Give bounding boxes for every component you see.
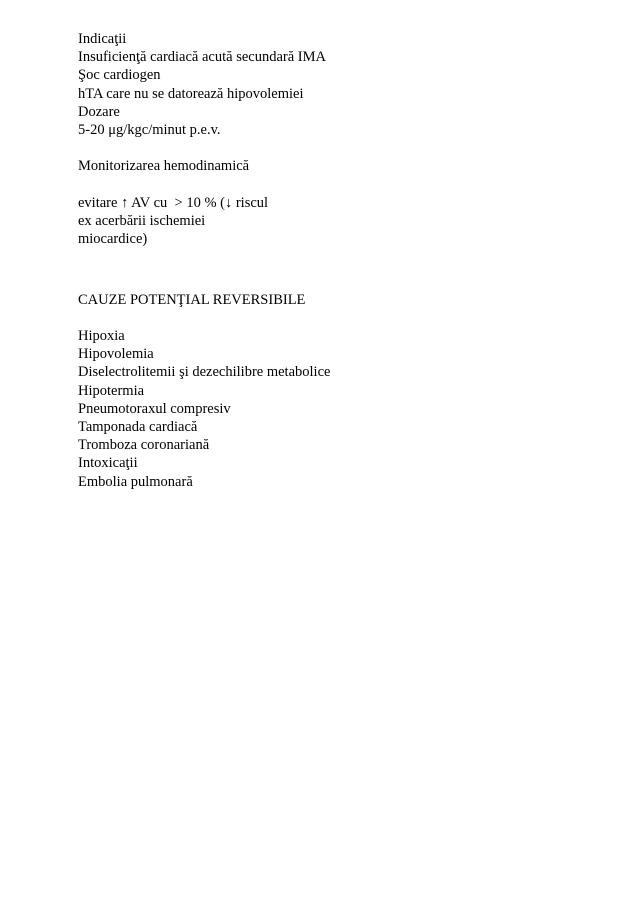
dosage-value: 5-20 μg/kgc/minut p.e.v. <box>78 122 221 139</box>
cause-item: Tromboza coronariană <box>78 437 210 454</box>
spacer <box>78 309 598 327</box>
indication-item: Şoc cardiogen <box>78 67 161 84</box>
cause-item: Embolia pulmonară <box>78 473 193 490</box>
cause-item: Diselectrolitemii şi dezechilibre metabolice <box>78 364 331 381</box>
indication-item: hTA care nu se datorează hipovolemiei <box>78 85 304 102</box>
warning-line: miocardice) <box>78 231 148 248</box>
cause-item: Tamponada cardiacă <box>78 419 198 435</box>
cause-item: Hipoxia <box>78 327 125 344</box>
document-body <box>78 30 598 491</box>
spacer <box>78 139 598 157</box>
cause-item: Pneumotoraxul compresiv <box>78 400 231 417</box>
cause-item: Hipovolemia <box>78 346 154 363</box>
warning-line: evitare ↑ AV cu > 10 % (↓ riscul <box>78 194 269 211</box>
spacer <box>78 272 598 290</box>
spacer <box>78 176 598 194</box>
cause-item: Hipotermia <box>78 382 145 399</box>
monitoring-text: Monitorizarea hemodinamică <box>78 158 250 175</box>
spacer <box>78 248 598 272</box>
indications-heading: Indicaţii <box>78 31 127 47</box>
cause-item: Intoxicaţii <box>78 455 138 472</box>
indication-item: Insuficienţă cardiacă acută secundară IMA <box>78 49 326 66</box>
causes-heading: CAUZE POTENŢIAL REVERSIBILE <box>78 291 306 308</box>
dosage-heading: Dozare <box>78 103 120 120</box>
warning-line: ex acerbării ischemiei <box>78 213 206 229</box>
